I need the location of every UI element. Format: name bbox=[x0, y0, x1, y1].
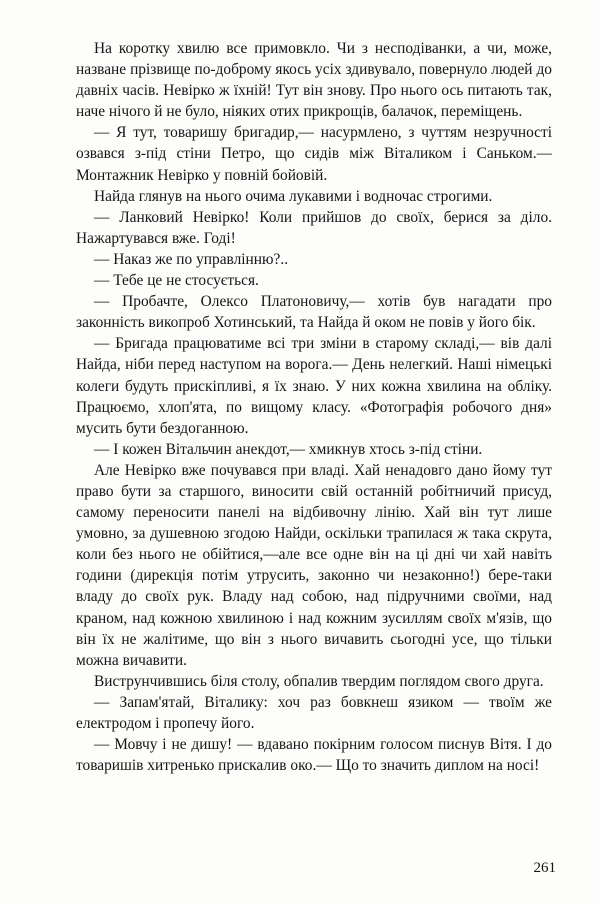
paragraph: Виструнчившись біля столу, обпалив твердим поглядом свого друга. bbox=[94, 672, 544, 690]
paragraph: — Наказ же по управлінню?.. bbox=[94, 250, 289, 268]
body-text bbox=[76, 38, 552, 776]
paragraph: — Мовчу і не дишу! — вдавано покірним голосом писнув Вітя. І до товаришів хитренько прискалив око.— Що то значить диплом на носі! bbox=[76, 736, 552, 775]
paragraph: Найда глянув на нього очима лукавими і водночас строгими. bbox=[94, 187, 493, 205]
paragraph: На коротку хвилю все примовкло. Чи з несподіванки, а чи, може, назване прізвище по-доброму якось усіх здивувало, повернуло людей до давніх часів. Невірко ж їхній! Тут він знову. Про нього ось питають так, наче нічого й не було, ніяких отих прикрощів, балачок, переміщень. bbox=[76, 40, 552, 121]
paragraph: — І кожен Вітальчин анекдот,— хмикнув хтось з-під стіни. bbox=[94, 440, 483, 458]
paragraph: — Тебе це не стосується. bbox=[94, 272, 259, 290]
page-number: 261 bbox=[533, 860, 556, 876]
paragraph: — Бригада працюватиме всі три зміни в старому складі,— вів далі Найда, ніби перед наступом на ворога.— День нелегкий. Наші німецькі колеги будуть прискіпливі, я їх знаю. У них кожна хвилина на обліку. Працюємо, хлоп'ята, по вищому класу. «Фотографія робочого дня» мусить бути бездоганною. bbox=[76, 335, 552, 437]
paragraph: — Я тут, товаришу бригадир,— насурмлено, з чуттям незручності озвався з-під стіни Петро, що сидів між Віталиком і Саньком.— Монтажник Невірко у повній бойовій. bbox=[76, 124, 552, 184]
paragraph: — Ланковий Невірко! Коли прийшов до своїх, берися за діло. Нажартувався вже. Годі! bbox=[76, 208, 552, 247]
paragraph: — Запам'ятай, Віталику: хоч раз бовкнеш язиком — твоїм же електродом і пропечу його. bbox=[76, 693, 552, 732]
paragraph: — Пробачте, Олексо Платоновичу,— хотів був нагадати про законність викопроб Хотинський, та Найда й оком не повів у його бік. bbox=[76, 293, 552, 332]
paragraph: Але Невірко вже почувався при владі. Хай ненадовго дано йому тут право бути за старшого, виносити свій останній робітничий присуд, самому переносити панелі на відбивочну лінію. Хай він тут лише умовно, за душевною згодою Найди, оскільки трапилася ж така скрута, коли без нього не обійтися,—але все одне він на ці дні чи хай навіть години (дирекція потім утрусить, законно чи незаконно!) бере-таки владу до своїх рук. Владу над собою, над підручними своїми, над краном, над кожною хвилиною і над кожним зусиллям своїх м'язів, що він їх не жалітиме, що він з нього вичавить сьогодні усе, що тільки можна вичавити. bbox=[76, 461, 552, 669]
